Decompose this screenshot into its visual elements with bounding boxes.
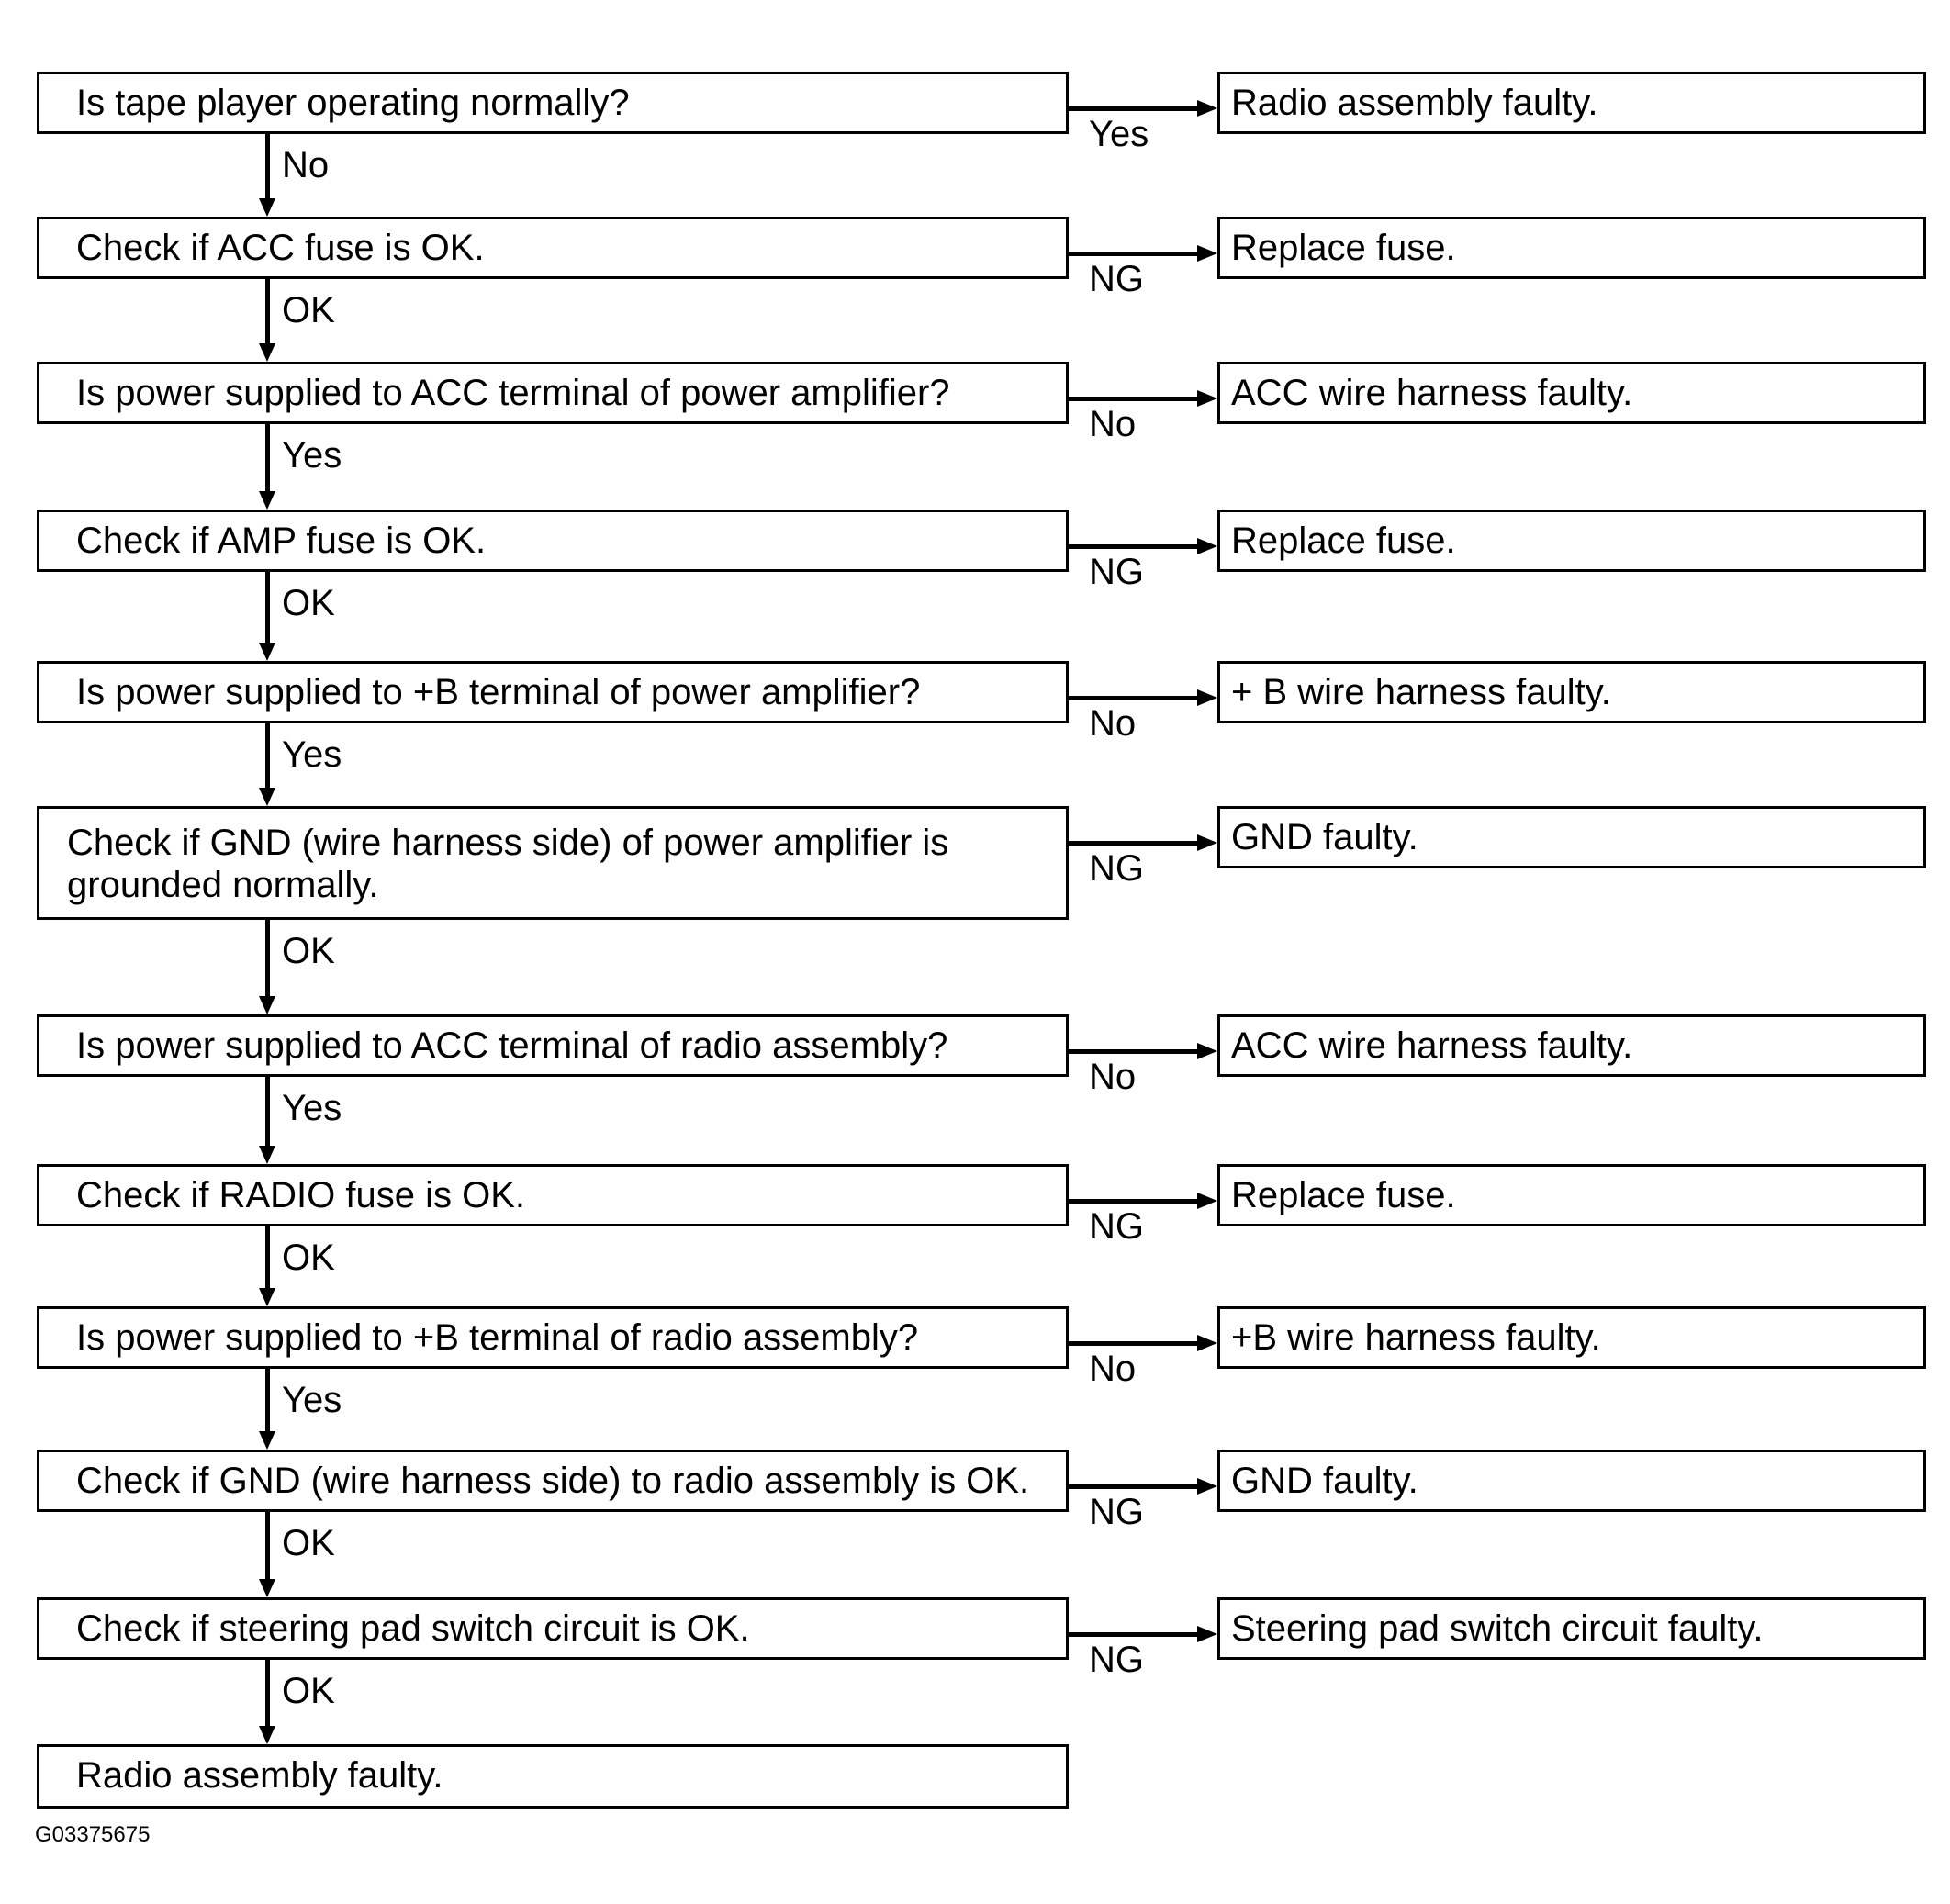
branch-arrow-line — [1069, 106, 1199, 111]
figure-code: G03375675 — [35, 1822, 151, 1847]
branch-arrowhead — [1197, 1193, 1217, 1209]
branch-label: NG — [1089, 1206, 1144, 1247]
branch-arrowhead — [1197, 390, 1217, 407]
branch-arrowhead — [1197, 1043, 1217, 1059]
continue-arrowhead — [259, 1726, 275, 1744]
result-box: GND faulty. — [1217, 1450, 1926, 1512]
branch-arrow-line — [1069, 1049, 1199, 1054]
branch-arrowhead — [1197, 1335, 1217, 1351]
question-box: Is power supplied to +B terminal of radio assembly? — [37, 1306, 1069, 1369]
final-result-box: Radio assembly faulty. — [37, 1744, 1069, 1809]
continue-label: OK — [282, 1523, 335, 1563]
continue-arrowhead — [259, 1288, 275, 1306]
result-box: Radio assembly faulty. — [1217, 72, 1926, 134]
continue-label: OK — [282, 583, 335, 623]
continue-arrowhead — [259, 343, 275, 362]
continue-arrowhead — [259, 643, 275, 661]
result-box: Replace fuse. — [1217, 510, 1926, 572]
continue-arrow-line — [265, 424, 270, 493]
question-box: Is power supplied to +B terminal of power amplifier? — [37, 661, 1069, 723]
continue-arrow-line — [265, 1077, 270, 1148]
continue-arrowhead — [259, 1431, 275, 1450]
branch-label: No — [1089, 1057, 1137, 1097]
branch-label: NG — [1089, 1492, 1144, 1532]
branch-arrow-line — [1069, 1199, 1199, 1204]
continue-arrow-line — [265, 1369, 270, 1433]
branch-arrow-line — [1069, 544, 1199, 549]
branch-label: NG — [1089, 552, 1144, 592]
continue-arrowhead — [259, 491, 275, 510]
continue-arrow-line — [265, 723, 270, 790]
continue-arrow-line — [265, 1512, 270, 1581]
continue-label: Yes — [282, 435, 342, 476]
result-box: GND faulty. — [1217, 806, 1926, 868]
branch-arrowhead — [1197, 538, 1217, 554]
continue-label: OK — [282, 1671, 335, 1711]
branch-label: NG — [1089, 259, 1144, 299]
continue-arrowhead — [259, 788, 275, 806]
continue-label: Yes — [282, 1088, 342, 1128]
continue-arrowhead — [259, 1146, 275, 1164]
branch-arrow-line — [1069, 1632, 1199, 1637]
continue-label: Yes — [282, 1380, 342, 1420]
result-box: Steering pad switch circuit faulty. — [1217, 1597, 1926, 1660]
branch-arrowhead — [1197, 100, 1217, 117]
result-box: + B wire harness faulty. — [1217, 661, 1926, 723]
result-box: ACC wire harness faulty. — [1217, 1014, 1926, 1077]
question-box: Check if AMP fuse is OK. — [37, 510, 1069, 572]
branch-arrowhead — [1197, 1626, 1217, 1642]
question-box: Check if GND (wire harness side) to radio assembly is OK. — [37, 1450, 1069, 1512]
continue-label: OK — [282, 1238, 335, 1278]
branch-label: NG — [1089, 1640, 1144, 1680]
branch-arrow-line — [1069, 841, 1199, 846]
result-box: Replace fuse. — [1217, 1164, 1926, 1226]
branch-label: No — [1089, 404, 1137, 444]
branch-label: Yes — [1089, 114, 1149, 154]
continue-arrowhead — [259, 198, 275, 217]
continue-label: Yes — [282, 734, 342, 775]
question-box: Check if GND (wire harness side) of power amplifier is grounded normally. — [37, 806, 1069, 920]
result-box: +B wire harness faulty. — [1217, 1306, 1926, 1369]
branch-arrowhead — [1197, 1478, 1217, 1495]
question-box: Is tape player operating normally? — [37, 72, 1069, 134]
question-box: Check if ACC fuse is OK. — [37, 217, 1069, 279]
continue-arrow-line — [265, 1226, 270, 1290]
branch-arrowhead — [1197, 689, 1217, 706]
continue-arrow-line — [265, 920, 270, 998]
branch-arrow-line — [1069, 696, 1199, 700]
branch-arrow-line — [1069, 397, 1199, 401]
question-box: Check if RADIO fuse is OK. — [37, 1164, 1069, 1226]
result-box: Replace fuse. — [1217, 217, 1926, 279]
branch-arrowhead — [1197, 245, 1217, 262]
continue-label: No — [282, 145, 330, 185]
branch-label: No — [1089, 1349, 1137, 1389]
branch-label: NG — [1089, 848, 1144, 889]
branch-label: No — [1089, 703, 1137, 744]
continue-label: OK — [282, 290, 335, 330]
continue-arrowhead — [259, 996, 275, 1014]
branch-arrow-line — [1069, 1341, 1199, 1346]
result-box: ACC wire harness faulty. — [1217, 362, 1926, 424]
continue-arrowhead — [259, 1579, 275, 1597]
question-box: Is power supplied to ACC terminal of radio assembly? — [37, 1014, 1069, 1077]
question-box: Is power supplied to ACC terminal of power amplifier? — [37, 362, 1069, 424]
continue-arrow-line — [265, 279, 270, 345]
continue-label: OK — [282, 931, 335, 971]
continue-arrow-line — [265, 1660, 270, 1728]
question-box: Check if steering pad switch circuit is OK. — [37, 1597, 1069, 1660]
continue-arrow-line — [265, 572, 270, 644]
branch-arrow-line — [1069, 1484, 1199, 1489]
branch-arrowhead — [1197, 834, 1217, 851]
continue-arrow-line — [265, 134, 270, 200]
branch-arrow-line — [1069, 252, 1199, 256]
